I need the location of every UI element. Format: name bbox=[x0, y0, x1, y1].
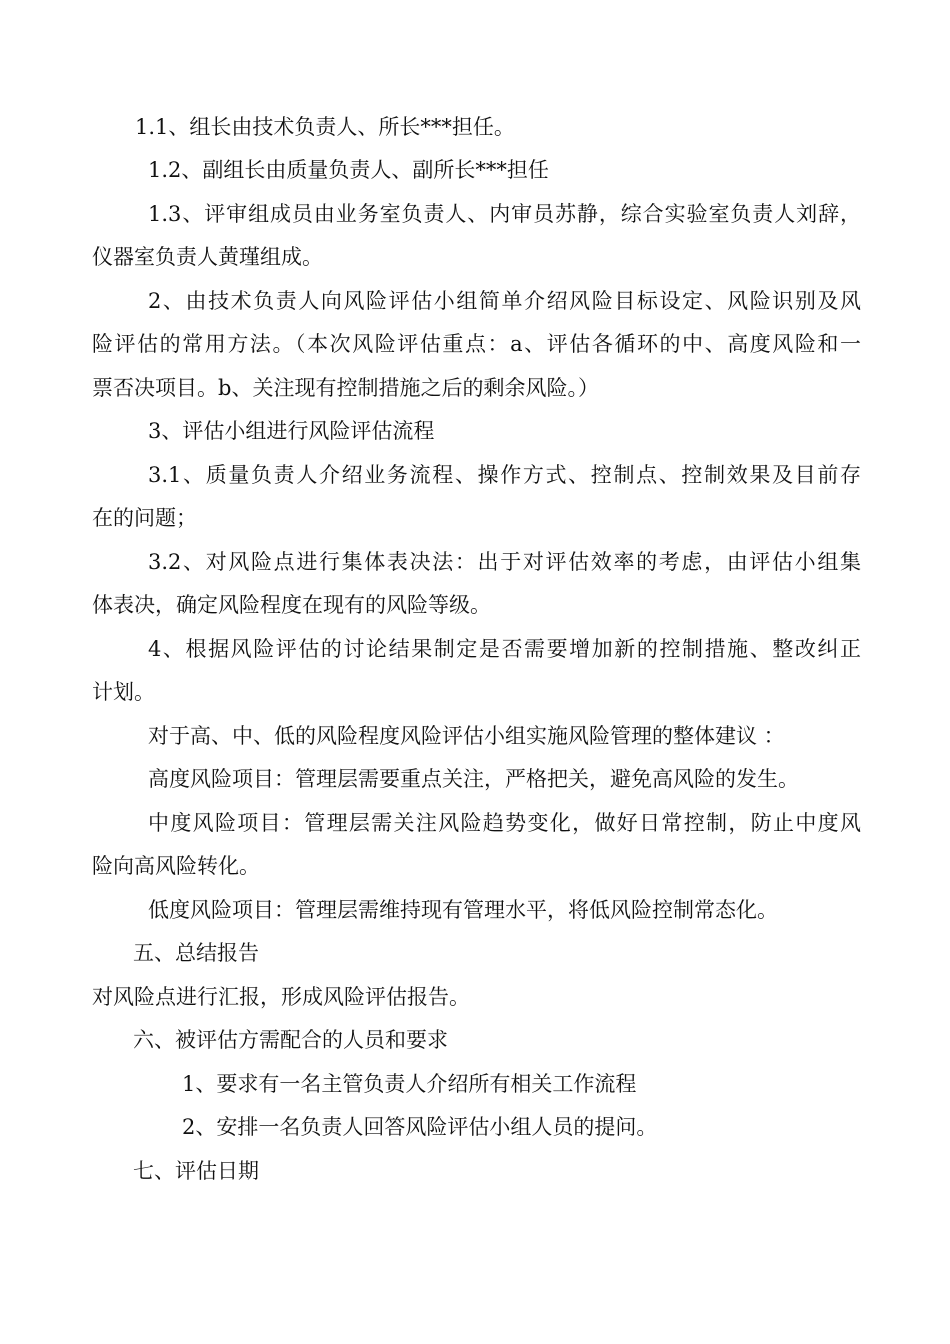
paragraph-line: 2、安排一名负责人回答风险评估小组人员的提问。 bbox=[182, 1115, 658, 1139]
paragraph-line: 3.1、质量负责人介绍业务流程、操作方式、控制点、控制效果及目前存 bbox=[148, 463, 861, 487]
paragraph-line: 对风险点进行汇报，形成风险评估报告。 bbox=[92, 985, 470, 1009]
paragraph-line: 险向高风险转化。 bbox=[92, 854, 260, 878]
paragraph-line: 4、根据风险评估的讨论结果制定是否需要增加新的控制措施、整改纠正 bbox=[148, 637, 861, 661]
paragraph-line: 1.2、副组长由质量负责人、副所长***担任 bbox=[148, 158, 549, 182]
paragraph-line: 2、由技术负责人向风险评估小组简单介绍风险目标设定、风险识别及风 bbox=[148, 289, 861, 313]
paragraph-line: 票否决项目。b、关注现有控制措施之后的剩余风险。） bbox=[92, 376, 599, 400]
paragraph-line: 对于高、中、低的风险程度风险评估小组实施风险管理的整体建议 ： bbox=[148, 724, 785, 748]
paragraph-line: 险评估的常用方法。（本次风险评估重点：a、评估各循环的中、高度风险和一 bbox=[92, 332, 861, 356]
paragraph-line: 1.3、评审组成员由业务室负责人、内审员苏静，综合实验室负责人刘辞， bbox=[148, 202, 861, 226]
paragraph-line: 3.2、对风险点进行集体表决法：出于对评估效率的考虑，由评估小组集 bbox=[148, 550, 861, 574]
paragraph-line: 1.1、组长由技术负责人、所长***担任。 bbox=[135, 115, 515, 139]
paragraph-line: 低度风险项目：管理层需维持现有管理水平，将低风险控制常态化。 bbox=[148, 898, 778, 922]
paragraph-line: 高度风险项目：管理层需要重点关注，严格把关，避免高风险的发生。 bbox=[148, 767, 799, 791]
paragraph-line: 仪器室负责人黄瑾组成。 bbox=[92, 245, 323, 269]
paragraph-line: 3、评估小组进行风险评估流程 bbox=[148, 419, 435, 443]
paragraph-line: 1、要求有一名主管负责人介绍所有相关工作流程 bbox=[182, 1072, 637, 1096]
paragraph-line: 计划。 bbox=[92, 680, 155, 704]
paragraph-line: 中度风险项目：管理层需关注风险趋势变化，做好日常控制，防止中度风 bbox=[148, 811, 861, 835]
paragraph-line: 在的问题； bbox=[92, 506, 197, 530]
section-heading: 五、总结报告 bbox=[133, 941, 259, 965]
section-heading: 六、被评估方需配合的人员和要求 bbox=[133, 1028, 448, 1052]
paragraph-line: 体表决，确定风险程度在现有的风险等级。 bbox=[92, 593, 491, 617]
section-heading: 七、评估日期 bbox=[133, 1159, 259, 1183]
